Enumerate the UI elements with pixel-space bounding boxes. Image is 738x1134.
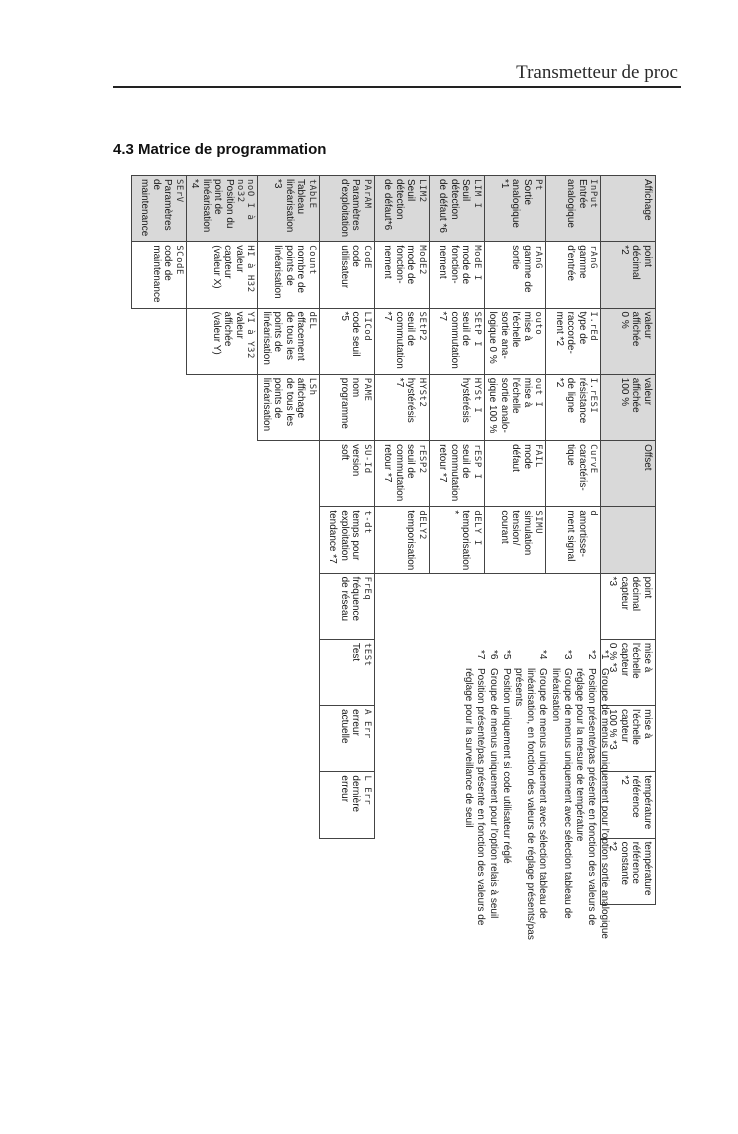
cell-label: point décimal *2 bbox=[619, 245, 653, 280]
menu-code: FrEq bbox=[361, 576, 372, 601]
footnote-item bbox=[500, 650, 512, 940]
empty-cell bbox=[131, 441, 186, 507]
matrix-cell bbox=[319, 573, 374, 639]
menu-code: ModE2 bbox=[416, 245, 427, 275]
matrix-cell bbox=[131, 242, 186, 308]
section-title: 4.3 Matrice de programmation bbox=[113, 141, 327, 158]
empty-cell bbox=[131, 838, 186, 904]
cell-label: Seuil détection de défaut*6 bbox=[382, 179, 417, 231]
empty-cell bbox=[546, 573, 601, 639]
cell-label: nombre de points de linéarisation bbox=[272, 245, 307, 299]
cell-label: mise à l'échelle sortie ana- logique 0 % bbox=[487, 311, 533, 364]
empty-cell bbox=[186, 706, 258, 772]
matrix-cell bbox=[546, 242, 601, 308]
cell-label: code de maintenance bbox=[150, 245, 174, 303]
menu-code: SErV bbox=[173, 179, 184, 203]
menu-code: L Err bbox=[361, 775, 372, 805]
matrix-cell bbox=[374, 308, 429, 374]
cell-label: valeur affichée 100 % bbox=[619, 377, 653, 413]
matrix-cell bbox=[484, 374, 545, 440]
matrix-cell bbox=[601, 441, 656, 507]
empty-cell bbox=[186, 441, 258, 507]
empty-cell bbox=[186, 573, 258, 639]
matrix-cell bbox=[319, 772, 374, 838]
menu-code: I.rESI bbox=[588, 377, 598, 414]
matrix-cell bbox=[186, 176, 258, 242]
cell-label: amortisse- ment signal bbox=[565, 510, 588, 562]
menu-code: t-dt bbox=[361, 510, 372, 535]
menu-code: SIMU bbox=[533, 510, 543, 535]
cell-label: mise à l'échelle capteur 0 % *3 bbox=[607, 642, 653, 679]
menu-code: LSh bbox=[306, 377, 317, 396]
footnote-mark: *1 bbox=[599, 650, 610, 660]
cell-label: temporisation bbox=[405, 510, 417, 571]
matrix-cell bbox=[319, 706, 374, 772]
cell-label: résistance de ligne *2 bbox=[553, 377, 588, 424]
footnote-mark: *6 bbox=[487, 650, 499, 660]
matrix-cell bbox=[319, 308, 374, 374]
menu-code: HYSt2 bbox=[416, 377, 427, 408]
matrix-cell bbox=[319, 176, 374, 242]
menu-code: PArAM bbox=[361, 179, 372, 209]
matrix-cell bbox=[546, 374, 601, 440]
cell-label: Position du point de linéarisation *4 bbox=[189, 179, 235, 233]
matrix-cell bbox=[429, 242, 484, 308]
menu-code: out I bbox=[533, 377, 543, 408]
empty-cell bbox=[186, 507, 258, 573]
footnote-mark: *5 bbox=[500, 650, 512, 660]
matrix-cell bbox=[601, 242, 656, 308]
empty-cell bbox=[186, 374, 258, 440]
matrix-cell bbox=[319, 374, 374, 440]
footnote-text: Groupe de menus uniquement pour l'option relais à seuil bbox=[487, 668, 499, 919]
matrix-cell bbox=[546, 507, 601, 573]
menu-code: d bbox=[588, 510, 598, 517]
cell-label: dernière erreur bbox=[338, 775, 362, 813]
cell-label: seuil de commutation retour *7 bbox=[437, 444, 472, 502]
matrix-cell bbox=[258, 374, 319, 440]
cell-label: seuil de commutation *7 bbox=[437, 311, 472, 369]
cell-label: température référence *2 bbox=[619, 775, 653, 830]
cell-label: hystérésis bbox=[460, 377, 472, 423]
matrix-cell bbox=[546, 441, 601, 507]
empty-cell bbox=[258, 573, 319, 639]
empty-cell bbox=[186, 838, 258, 904]
matrix-cell bbox=[374, 176, 429, 242]
cell-label: gamme d'entrée bbox=[565, 245, 588, 282]
menu-code: YI à Y32 bbox=[245, 311, 256, 359]
footnote-item bbox=[513, 650, 548, 940]
empty-cell bbox=[131, 573, 186, 639]
matrix-cell bbox=[484, 507, 545, 573]
cell-label: Paramètres de maintenance bbox=[139, 179, 174, 237]
menu-code: PAME bbox=[361, 377, 372, 402]
cell-label: mise à l'échelle sortie analo- gique 100 % bbox=[487, 377, 533, 434]
cell-label: Seuil détection de défaut *6 bbox=[437, 179, 472, 233]
matrix-row-tableau-linearisation bbox=[258, 176, 319, 905]
cell-label: version soft bbox=[338, 444, 362, 477]
menu-code: LICod bbox=[361, 311, 372, 342]
cell-label: seuil de commutation retour *7 bbox=[382, 444, 417, 502]
empty-cell bbox=[131, 706, 186, 772]
cell-label: Affichage bbox=[642, 179, 653, 221]
cell-label: valeur capteur (valeur X) bbox=[210, 245, 245, 289]
matrix-cell bbox=[484, 441, 545, 507]
menu-code: SEtP2 bbox=[416, 311, 427, 342]
matrix-cell bbox=[484, 308, 545, 374]
cell-label: temporisation * bbox=[448, 510, 472, 571]
matrix-cell bbox=[319, 639, 374, 705]
menu-code: SEtP I bbox=[471, 311, 482, 348]
menu-code: InPut bbox=[588, 179, 598, 209]
matrix-cell bbox=[258, 242, 319, 308]
menu-code: tAbLE bbox=[306, 179, 317, 209]
cell-label: mode de fonction- nement bbox=[382, 245, 417, 285]
matrix-cell bbox=[429, 176, 484, 242]
menu-code: dELY I bbox=[471, 510, 482, 546]
cell-label: gamme de sortie bbox=[510, 245, 533, 293]
matrix-cell bbox=[429, 441, 484, 507]
cell-label: nom programme bbox=[338, 377, 362, 429]
cell-label: temps pour exploitation tendance *7 bbox=[327, 510, 362, 564]
menu-code: rAnG bbox=[533, 245, 543, 269]
empty-cell bbox=[131, 374, 186, 440]
empty-cell bbox=[374, 573, 429, 639]
matrix-cell bbox=[374, 242, 429, 308]
matrix-cell bbox=[319, 242, 374, 308]
menu-code: A Err bbox=[361, 709, 372, 739]
menu-code: tESt bbox=[361, 642, 372, 667]
cell-label: Sortie analogique *1 bbox=[498, 179, 533, 228]
menu-code: FAIL bbox=[533, 444, 543, 468]
footnote-item bbox=[598, 650, 610, 940]
empty-cell bbox=[131, 507, 186, 573]
cell-label: mise à l'échelle capteur 100 % *3 bbox=[607, 709, 653, 750]
empty-cell bbox=[131, 639, 186, 705]
cell-label: Tableau linéarisation *3 bbox=[272, 179, 307, 233]
menu-code: CurvE bbox=[588, 444, 598, 474]
cell-label: Test bbox=[350, 642, 362, 662]
menu-code: Count bbox=[306, 245, 317, 275]
menu-code: noO I à no32 bbox=[234, 179, 256, 221]
footnote-text: Groupe de menus uniquement avec sélection tableau de linéarisation, en fonction des valeurs de réglage présents/pas présents bbox=[513, 668, 549, 940]
cell-label: erreur actuelle bbox=[338, 709, 362, 744]
menu-code: rAnG bbox=[588, 245, 598, 269]
header-rule bbox=[113, 86, 681, 88]
menu-code: HI à H32 bbox=[245, 245, 256, 293]
matrix-cell bbox=[484, 242, 545, 308]
menu-code: dEL bbox=[306, 311, 317, 330]
cell-label: Paramètres d'exploitation bbox=[338, 179, 362, 238]
matrix-cell bbox=[374, 441, 429, 507]
running-header-title: Transmetteur de proc bbox=[516, 62, 678, 83]
cell-label: température référence constante *2 bbox=[607, 841, 653, 896]
matrix-cell bbox=[319, 441, 374, 507]
menu-code: LIM I bbox=[471, 179, 482, 209]
matrix-cell bbox=[601, 176, 656, 242]
footnote-mark: *3 bbox=[561, 650, 573, 660]
cell-label: type de raccorde- ment *2 bbox=[553, 311, 588, 354]
footnote-text: Position uniquement si code utilisateur réglé bbox=[500, 668, 512, 864]
menu-code: HYSt I bbox=[471, 377, 482, 414]
menu-code: rESP I bbox=[471, 444, 482, 480]
footnote-text: Groupe de menus uniquement avec sélection tableau de linéarisation bbox=[549, 668, 573, 919]
cell-label: Offset bbox=[642, 444, 653, 471]
matrix-cell bbox=[429, 507, 484, 573]
footnote-mark: *2 bbox=[586, 650, 598, 660]
cell-label: fréquence de réseau bbox=[338, 576, 362, 622]
matrix-cell bbox=[601, 308, 656, 374]
matrix-cell bbox=[258, 308, 319, 374]
cell-label: seuil de commutation *7 bbox=[382, 311, 417, 369]
matrix-cell bbox=[258, 176, 319, 242]
empty-cell bbox=[258, 838, 319, 904]
empty-cell bbox=[131, 772, 186, 838]
menu-code: SCodE bbox=[173, 245, 184, 275]
matrix-row-maintenance bbox=[131, 176, 186, 905]
menu-code: LIM2 bbox=[416, 179, 427, 203]
empty-cell bbox=[484, 573, 545, 639]
cell-label: point décimal capteur *3 bbox=[607, 576, 653, 612]
cell-label: Entrée analogique bbox=[565, 179, 588, 228]
cell-label: mode de fonction- nement bbox=[437, 245, 472, 285]
empty-cell bbox=[258, 441, 319, 507]
footnote-item bbox=[574, 650, 598, 940]
matrix-cell bbox=[601, 573, 656, 639]
cell-label: hystérésis *7 bbox=[393, 377, 417, 423]
footnote-mark: *7 bbox=[475, 650, 487, 660]
cell-label: valeur affichée 0 % bbox=[619, 311, 653, 347]
matrix-cell bbox=[601, 507, 656, 573]
empty-cell bbox=[186, 772, 258, 838]
matrix-row-points-linearisation bbox=[186, 176, 258, 905]
empty-cell bbox=[429, 573, 484, 639]
matrix-cell bbox=[546, 176, 601, 242]
cell-label: effacement de tous les points de linéarisation bbox=[260, 311, 307, 365]
empty-cell bbox=[131, 308, 186, 374]
menu-code: Pt bbox=[533, 179, 543, 191]
matrix-cell bbox=[429, 308, 484, 374]
matrix-cell bbox=[186, 308, 258, 374]
matrix-cell bbox=[601, 374, 656, 440]
menu-code: SU-Id bbox=[361, 444, 372, 474]
cell-label: code utilisateur bbox=[338, 245, 362, 289]
matrix-cell bbox=[429, 374, 484, 440]
empty-cell bbox=[258, 772, 319, 838]
cell-label: mode défaut bbox=[510, 444, 533, 472]
matrix-cell bbox=[186, 242, 258, 308]
matrix-cell bbox=[374, 374, 429, 440]
empty-cell bbox=[319, 838, 374, 904]
cell-label: simulation tension/ courant bbox=[498, 510, 533, 556]
matrix-cell bbox=[131, 176, 186, 242]
matrix-cell bbox=[546, 308, 601, 374]
empty-cell bbox=[258, 507, 319, 573]
footnote-item bbox=[462, 650, 486, 940]
footnote-text: Position présente/pas présente en fonction des valeurs de réglage pour la mesure de température bbox=[574, 668, 598, 926]
matrix-cell bbox=[374, 507, 429, 573]
footnote-text: Groupe de menus uniquement pour l'option sortie analogique bbox=[599, 668, 610, 939]
menu-code: rESP2 bbox=[416, 444, 427, 474]
empty-cell bbox=[186, 639, 258, 705]
footnote-mark: *4 bbox=[537, 650, 549, 660]
cell-label: caractéris- tique bbox=[565, 444, 588, 491]
menu-code: dELY2 bbox=[416, 510, 427, 540]
empty-cell bbox=[258, 706, 319, 772]
menu-code: ModE I bbox=[471, 245, 482, 281]
menu-code: I.rEd bbox=[588, 311, 598, 342]
footnote-item bbox=[487, 650, 499, 940]
matrix-cell bbox=[319, 507, 374, 573]
cell-label: affichage de tous les points de linéarisation bbox=[260, 377, 307, 432]
menu-code: outo bbox=[533, 311, 543, 336]
cell-label: code seuil *5 bbox=[338, 311, 362, 357]
empty-cell bbox=[258, 639, 319, 705]
matrix-cell bbox=[484, 176, 545, 242]
footnote-text: Position présente/pas présente en fonction des valeurs de réglage pour la surveillance de seuil bbox=[463, 668, 487, 926]
footnote-item bbox=[549, 650, 573, 940]
matrix-row-parametres-exploitation bbox=[319, 176, 374, 905]
cell-label: valeur affichée (valeur Y) bbox=[210, 311, 245, 355]
menu-code: CodE bbox=[361, 245, 372, 269]
